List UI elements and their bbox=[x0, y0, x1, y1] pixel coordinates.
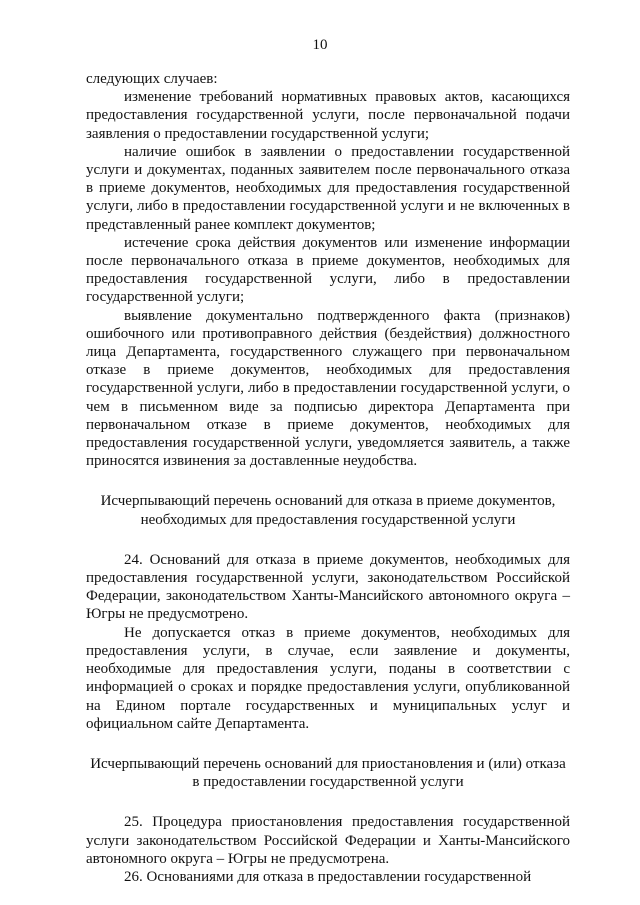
paragraph: Не допускается отказ в приеме документов, необходимых для предоставления услуги, в случае, если заявление и документы, необходимые для предоставления услуги, поданы в соответствии с информацией о сроках и порядке предоставления услуги, опубликованной на Едином портале государственных и муниципальных услуг и официальном сайте Департамента. bbox=[86, 624, 570, 732]
paragraph-clause-26: 26. Основаниями для отказа в предоставлении государственной bbox=[124, 868, 532, 885]
paragraph-list-item: наличие ошибок в заявлении о предоставлении государственной услуги и документах, поданных заявителем после первоначального отказа в приеме документов, необходимых для предоставления государственной услуги, либо в предоставлении государственной услуги и не включенных в представленный ранее комплект документов; bbox=[86, 143, 570, 233]
paragraph-list-item: выявление документально подтвержденного факта (признаков) ошибочного или противоправного действия (бездействия) должностного лица Департамента, государственного служащего при первоначальном отказе в приеме документов, необходимых для предоставления государственной услуги, либо в предоставлении государственной услуги, о чем в письменном виде за подписью директора Департамента при первоначальном отказе в приеме документов, необходимых для предоставления государственной услуги, уведомляется заявитель, а также приносятся извинения за доставленные неудобства. bbox=[86, 307, 570, 470]
paragraph-list-item: истечение срока действия документов или изменение информации после первоначального отказа в приеме документов, необходимых для предоставления государственной услуги, либо в предоставлении государственной услуги; bbox=[86, 234, 570, 306]
document-body bbox=[86, 70, 570, 886]
section-heading: Исчерпывающий перечень оснований для приостановления и (или) отказа в предоставлении государственной услуги bbox=[90, 755, 566, 791]
paragraph-clause-24: 24. Оснований для отказа в приеме документов, необходимых для предоставления государственной услуги, законодательством Российской Федерации, законодательством Ханты-Мансийского автономного округа – Югры не предусмотрено. bbox=[86, 551, 570, 623]
paragraph-continuation: следующих случаев: bbox=[86, 71, 218, 87]
page-number: 10 bbox=[312, 37, 328, 53]
paragraph-list-item: изменение требований нормативных правовых актов, касающихся предоставления государственной услуги, после первоначальной подачи заявления о предоставлении государственной услуги; bbox=[86, 89, 570, 142]
paragraph-clause-25: 25. Процедура приостановления предоставления государственной услуги законодательством Российской Федерации и Ханты-Мансийского автономного округа – Югры не предусмотрена. bbox=[86, 814, 570, 867]
section-heading: Исчерпывающий перечень оснований для отказа в приеме документов, необходимых для предоставления государственной услуги bbox=[100, 493, 556, 528]
